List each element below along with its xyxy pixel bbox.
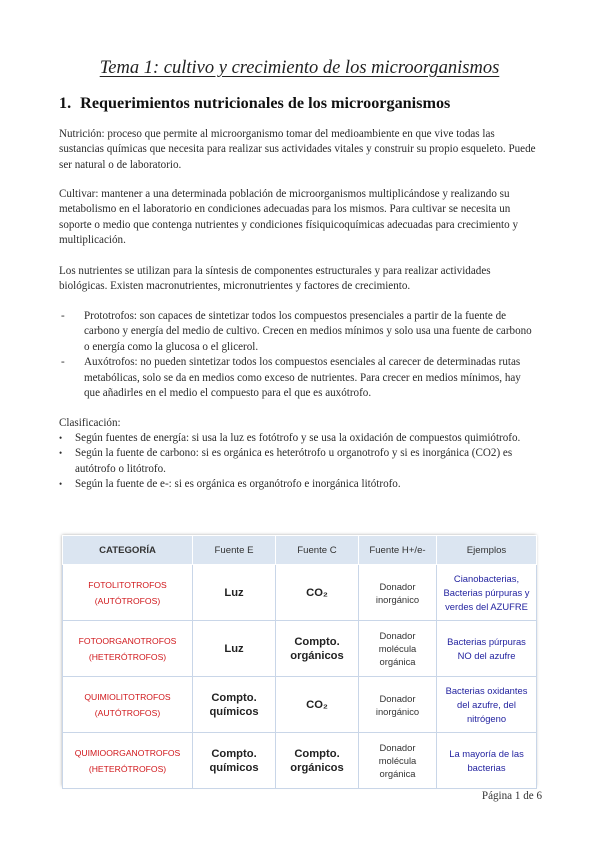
list-item-text: Prototrofos: son capaces de sintetizar todos los compuestos presenciales a partir de la fuente de carbono y energía del medio de cultivo. Crecen en medios mínimos y solo usa una fuente de carbono o energía como la glucosa o el glicerol. bbox=[84, 310, 532, 353]
category-type: (AUTÓTROFOS) bbox=[94, 595, 161, 606]
paragraph-nutrientes: Los nutrientes se utilizan para la síntesis de componentes estructurales y para realizar actividades biológicas. Existen macronutrientes, micronutrientes y factores de crecimiento. bbox=[59, 265, 491, 293]
page-number: Página 1 de 6 bbox=[481, 790, 542, 802]
donor-cell: Donador molécula orgánica bbox=[359, 733, 437, 789]
header-categoria: CATEGORÍA bbox=[63, 536, 193, 565]
nutrient-type-list bbox=[59, 309, 539, 401]
examples-cell: Cianobacterias, Bacterias púrpuras y verdes del AZUFRE bbox=[437, 565, 537, 621]
table-row bbox=[63, 677, 537, 733]
list-item bbox=[59, 446, 539, 477]
examples-cell: Bacterias oxidantes del azufre, del nitrógeno bbox=[437, 677, 537, 733]
donor-cell: Donador inorgánico bbox=[359, 565, 437, 621]
list-item-text: Auxótrofos: no pueden sintetizar todos los compuestos esenciales al carecer de determinadas rutas metabólicas, solo se da en medios como exceso de nutrientes. Para crecer en medios mínimos, hay que añadirles en el medio el compuesto para el que es auxótrofo. bbox=[84, 356, 521, 400]
carbon-source-cell: CO₂ bbox=[276, 677, 359, 733]
classification-label: Clasificación: bbox=[59, 417, 121, 429]
table-row bbox=[63, 733, 537, 789]
energy-source-cell: Luz bbox=[193, 621, 276, 677]
category-type: (HETERÓTROFOS) bbox=[88, 651, 167, 662]
list-item bbox=[59, 431, 539, 446]
list-item-text: Según fuentes de energía: si usa la luz es fotótrofo y se usa la oxidación de compuestos quimiótrofo. bbox=[75, 432, 521, 444]
header-fuente-c: Fuente C bbox=[276, 536, 359, 565]
document-title: Tema 1: cultivo y crecimiento de los microorganismos bbox=[99, 58, 500, 78]
category-cell bbox=[63, 621, 193, 677]
category-cell bbox=[63, 565, 193, 621]
table-row bbox=[63, 621, 537, 677]
energy-source-cell: Compto. químicos bbox=[193, 677, 276, 733]
paragraph-nutricion: Nutrición: proceso que permite al microorganismo tomar del medioambiente en que vive todas las sustancias químicas que necesita para realizar sus actividades vitales y construir su propio esqueleto. Puede ser natural o de laboratorio. bbox=[59, 128, 536, 171]
bullet-marker: • bbox=[59, 448, 63, 459]
header-ejemplos: Ejemplos bbox=[437, 536, 537, 565]
category-cell bbox=[63, 733, 193, 789]
energy-source-cell: Luz bbox=[193, 565, 276, 621]
section-heading bbox=[59, 94, 450, 113]
energy-source-cell: Compto. químicos bbox=[193, 733, 276, 789]
list-item bbox=[59, 477, 539, 492]
dash-marker: - bbox=[61, 356, 65, 369]
bullet-marker: • bbox=[59, 479, 63, 490]
category-name: FOTOLITOTROFOS bbox=[88, 579, 167, 590]
table-row bbox=[63, 565, 537, 621]
header-fuente-h: Fuente H+/e- bbox=[359, 536, 437, 565]
dash-marker: - bbox=[61, 310, 65, 322]
category-cell bbox=[63, 677, 193, 733]
donor-cell: Donador molécula orgánica bbox=[359, 621, 437, 677]
list-item-text: Según la fuente de e-: si es orgánica es organótrofo e inorgánica litótrofo. bbox=[75, 478, 401, 491]
list-item bbox=[59, 309, 539, 355]
section-title: Requerimientos nutricionales de los microorganismos bbox=[80, 94, 451, 112]
category-name: FOTOORGANOTROFOS bbox=[78, 635, 177, 646]
carbon-source-cell: CO₂ bbox=[276, 565, 359, 621]
list-item-text: Según la fuente de carbono: si es orgánica es heterótrofo u organotrofo y si es inorgánica (CO2) es autótrofo o litótrofo. bbox=[75, 447, 513, 475]
donor-cell: Donador inorgánico bbox=[359, 677, 437, 733]
nutrition-table bbox=[62, 535, 536, 786]
category-type: (HETERÓTROFOS) bbox=[88, 763, 167, 774]
list-item bbox=[59, 355, 539, 401]
nutrition-table-grid bbox=[62, 535, 537, 789]
bullet-marker: • bbox=[59, 433, 63, 443]
carbon-source-cell: Compto. orgánicos bbox=[276, 621, 359, 677]
paragraph-cultivar: Cultivar: mantener a una determinada población de microorganismos multiplicándose y realizando su metabolismo en el laboratorio en condiciones adecuadas para los mismos. Para cultivar se necesita un soporte o medio que contenga nutrientes y condiciones físiquicoquímicas adecuadas para crecimiento y multiplicación. bbox=[59, 188, 519, 247]
classification-list bbox=[59, 431, 539, 493]
carbon-source-cell: Compto. orgánicos bbox=[276, 733, 359, 789]
category-name: QUIMIOORGANOTROFOS bbox=[74, 747, 181, 758]
category-type: (AUTÓTROFOS) bbox=[94, 707, 161, 718]
examples-cell: La mayoría de las bacterias bbox=[437, 733, 537, 789]
category-name: QUIMIOLITOTROFOS bbox=[84, 691, 171, 702]
section-number: 1. bbox=[59, 94, 72, 112]
examples-cell: Bacterias púrpuras NO del azufre bbox=[437, 621, 537, 677]
table-header-row bbox=[63, 536, 537, 565]
header-fuente-e: Fuente E bbox=[193, 536, 276, 565]
